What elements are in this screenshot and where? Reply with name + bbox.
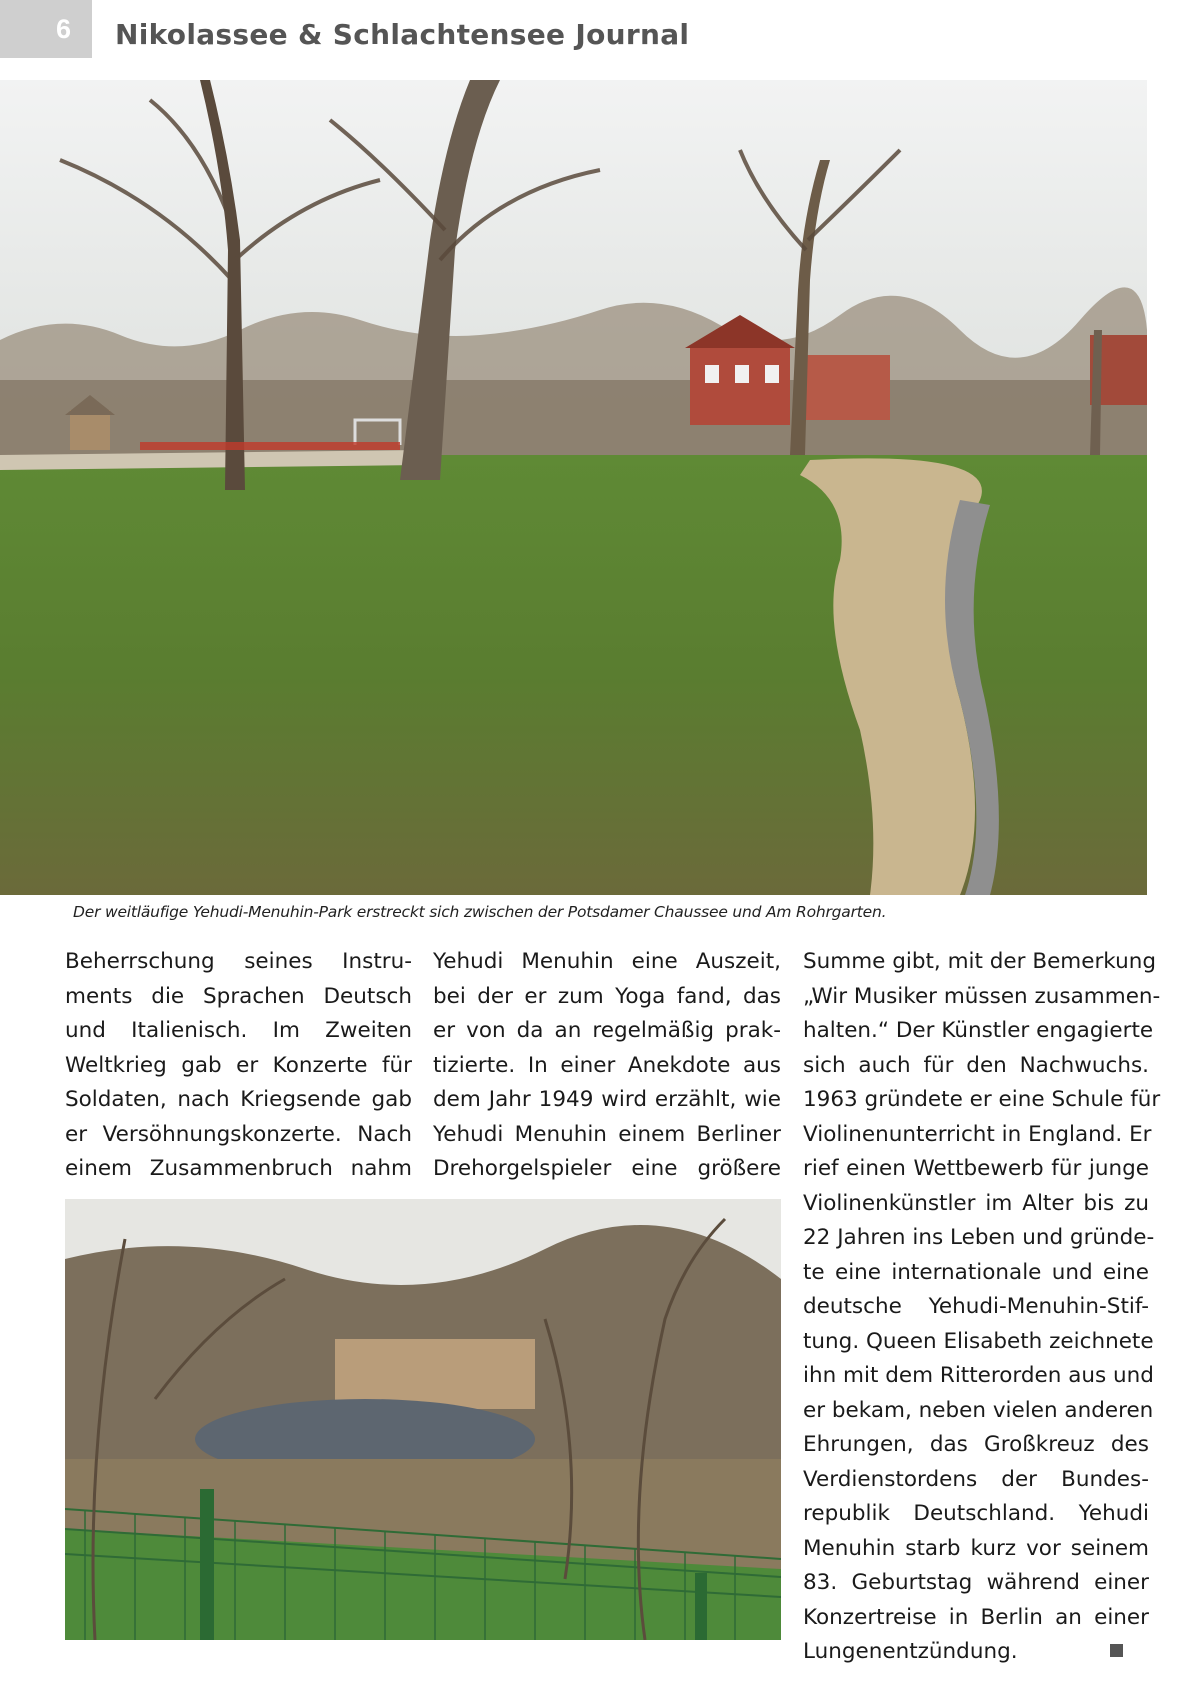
article-column-1 xyxy=(65,945,412,1187)
page-number: 6 xyxy=(56,14,72,44)
text-line: Konzertreise in Berlin an einer xyxy=(803,1604,1149,1630)
pond-photo xyxy=(65,1199,781,1640)
text-line: tung. Queen Elisabeth zeichnete xyxy=(803,1328,1154,1354)
text-line: Menuhin starb kurz vor seinem xyxy=(803,1535,1149,1561)
text-line: ments die Sprachen Deutsch xyxy=(65,983,412,1009)
journal-title: Nikolassee & Schlachtensee Journal xyxy=(115,18,690,51)
page-number-tab xyxy=(0,0,92,58)
text-line: Yehudi Menuhin einem Berliner xyxy=(433,1121,781,1147)
text-line: republik Deutschland. Yehudi xyxy=(803,1501,1149,1526)
text-line: Drehorgelspieler eine größere xyxy=(433,1156,781,1181)
final-line-text: Lungenentzündung. xyxy=(803,1639,1018,1664)
text-line: er bekam, neben vielen anderen xyxy=(803,1397,1154,1423)
text-line: Summe gibt, mit der Bemerkung xyxy=(803,949,1156,974)
text-line: 22 Jahren ins Leben und gründe- xyxy=(803,1225,1155,1250)
text-line: bei der er zum Yoga fand, das xyxy=(433,983,781,1009)
text-line: Yehudi Menuhin eine Auszeit, xyxy=(433,949,781,974)
text-line: „Wir Musiker müssen zusammen- xyxy=(803,983,1161,1009)
text-line: sich auch für den Nachwuchs. xyxy=(803,1052,1149,1078)
text-line: tizierte. In einer Anekdote aus xyxy=(433,1052,781,1078)
text-line: und Italienisch. Im Zweiten xyxy=(65,1018,412,1043)
text-line: 1963 gründete er eine Schule für xyxy=(803,1087,1161,1112)
text-line: er von da an regelmäßig prak- xyxy=(433,1018,781,1043)
text-line: Ehrungen, das Großkreuz des xyxy=(803,1432,1149,1457)
text-line: dem Jahr 1949 wird erzählt, wie xyxy=(433,1087,781,1112)
text-line: Violinenunterricht in England. Er xyxy=(803,1121,1152,1147)
text-line: deutsche Yehudi-Menuhin-Stif- xyxy=(803,1294,1149,1319)
text-line: 83. Geburtstag während einer xyxy=(803,1570,1149,1595)
text-line: Violinenkünstler im Alter bis zu xyxy=(803,1190,1149,1216)
text-line: rief einen Wettbewerb für junge xyxy=(803,1156,1149,1181)
text-line-final xyxy=(803,1635,1149,1670)
park-photo xyxy=(0,80,1147,895)
article-end-square-icon xyxy=(1110,1644,1123,1657)
article-column-3 xyxy=(803,945,1161,1670)
text-line: er Versöhnungskonzerte. Nach xyxy=(65,1121,412,1147)
text-line: halten.“ Der Künstler engagierte xyxy=(803,1018,1154,1043)
text-line: ihn mit dem Ritterorden aus und xyxy=(803,1363,1154,1388)
text-line: Soldaten, nach Kriegsende gab xyxy=(65,1087,412,1112)
text-line: Verdienstordens der Bundes- xyxy=(803,1466,1149,1492)
park-photo-caption: Der weitläufige Yehudi-Menuhin-Park erstreckt sich zwischen der Potsdamer Chaussee und Am Rohrgarten. xyxy=(73,903,887,921)
text-line: te eine internationale und eine xyxy=(803,1259,1149,1285)
text-line: Weltkrieg gab er Konzerte für xyxy=(65,1052,412,1078)
text-line: Beherrschung seines Instru- xyxy=(65,949,412,974)
text-line: einem Zusammenbruch nahm xyxy=(65,1156,412,1181)
article-column-2 xyxy=(433,945,781,1187)
